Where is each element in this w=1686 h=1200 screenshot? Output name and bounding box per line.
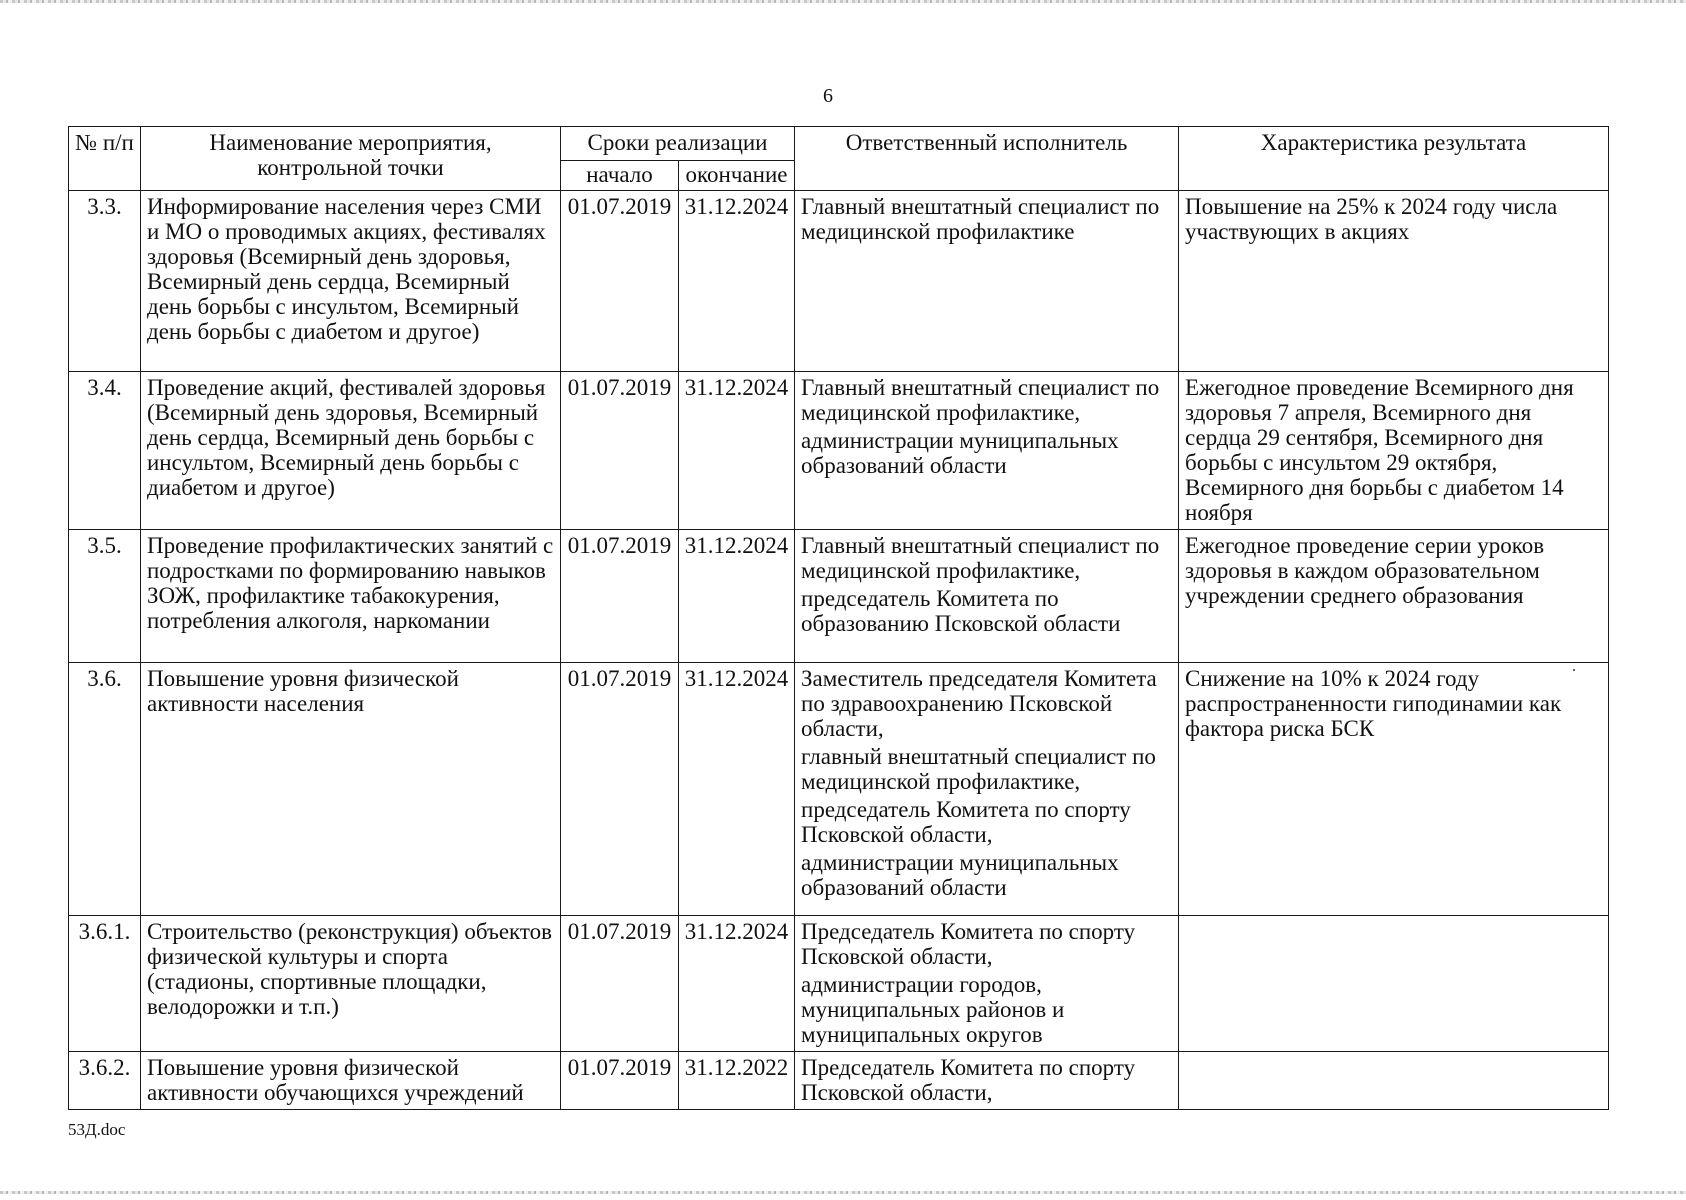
responsible-line: администрации городов, муниципальных районов и муниципальных округов (801, 972, 1065, 1047)
header-name: Наименование мероприятия, контрольной точки (141, 127, 561, 191)
measures-table (68, 126, 1609, 1110)
table-header (69, 127, 1609, 191)
row-name: Повышение уровня физической активности обучающихся учреждений (141, 1052, 561, 1110)
row-responsible (795, 191, 1179, 372)
row-result: Ежегодное проведение серии уроков здоровья в каждом образовательном учреждении среднего образования (1179, 530, 1609, 663)
row-responsible (795, 663, 1179, 916)
row-start: 01.07.2019 (561, 372, 679, 530)
row-num: 3.4. (69, 372, 141, 530)
header-responsible: Ответственный исполнитель (795, 127, 1179, 191)
page-number: 6 (823, 85, 833, 107)
row-result (1179, 916, 1609, 1052)
responsible-line: Главный внештатный специалист по медицинской профилактике (801, 194, 1160, 244)
row-name: Повышение уровня физической активности населения (141, 663, 561, 916)
row-end: 31.12.2022 (679, 1052, 795, 1110)
row-name: Проведение акций, фестивалей здоровья (Всемирный день здоровья, Всемирный день сердца, Всемирный день борьбы с инсультом, Всемирный день борьбы с диабетом и другое) (141, 372, 561, 530)
row-responsible (795, 372, 1179, 530)
row-num: 3.6.2. (69, 1052, 141, 1110)
row-start: 01.07.2019 (561, 663, 679, 916)
responsible-line: администрации муниципальных образований области (801, 850, 1119, 900)
row-end: 31.12.2024 (679, 191, 795, 372)
header-num: № п/п (69, 127, 141, 191)
table-row (69, 663, 1609, 916)
row-num: 3.6.1. (69, 916, 141, 1052)
responsible-line: председатель Комитета по образованию Псковской области (801, 586, 1121, 636)
row-name: Строительство (реконструкция) объектов физической культуры и спорта (стадионы, спортивные площадки, велодорожки и т.п.) (141, 916, 561, 1052)
row-end: 31.12.2024 (679, 916, 795, 1052)
scan-top-edge (0, 0, 1686, 3)
table-row (69, 916, 1609, 1052)
row-start: 01.07.2019 (561, 916, 679, 1052)
responsible-line: Председатель Комитета по спорту Псковской области, (801, 919, 1136, 969)
row-responsible (795, 530, 1179, 663)
row-num: 3.3. (69, 191, 141, 372)
table-row (69, 372, 1609, 530)
responsible-line: председатель Комитета по спорту Псковской области, (801, 797, 1131, 847)
row-start: 01.07.2019 (561, 530, 679, 663)
table-row (69, 1052, 1609, 1110)
responsible-line: Главный внештатный специалист по медицинской профилактике, (801, 533, 1160, 583)
table-row (69, 191, 1609, 372)
row-result: Снижение на 10% к 2024 году распространенности гиподинамии как фактора риска БСК (1179, 663, 1609, 916)
row-start: 01.07.2019 (561, 1052, 679, 1110)
row-end: 31.12.2024 (679, 530, 795, 663)
table-row (69, 530, 1609, 663)
footer-file-name: 53Д.doc (68, 1120, 126, 1139)
header-terms: Сроки реализации (561, 127, 795, 161)
row-result: Повышение на 25% к 2024 году числа участвующих в акциях (1179, 191, 1609, 372)
responsible-line: администрации муниципальных образований области (801, 428, 1119, 478)
scan-bottom-edge (0, 1191, 1686, 1194)
header-start: начало (561, 161, 679, 191)
responsible-line: Председатель Комитета по спорту Псковской области, (801, 1055, 1136, 1105)
responsible-line: главный внештатный специалист по медицинской профилактике, (801, 744, 1156, 794)
row-responsible (795, 1052, 1179, 1110)
row-responsible (795, 916, 1179, 1052)
row-name: Проведение профилактических занятий с подростками по формированию навыков ЗОЖ, профилактике табакокурения, потребления алкоголя, наркомании (141, 530, 561, 663)
row-start: 01.07.2019 (561, 191, 679, 372)
row-end: 31.12.2024 (679, 663, 795, 916)
row-name: Информирование населения через СМИ и МО о проводимых акциях, фестивалях здоровья (Всемирный день здоровья, Всемирный день сердца, Всемирный день борьбы с инсультом, Всемирный день борьбы с диабетом и другое) (141, 191, 561, 372)
row-num: 3.5. (69, 530, 141, 663)
row-result: Ежегодное проведение Всемирного дня здоровья 7 апреля, Всемирного дня сердца 29 сентября, Всемирного дня борьбы с инсультом 29 октября, Всемирного дня борьбы с диабетом 14 ноября (1179, 372, 1609, 530)
header-result: Характеристика результата (1179, 127, 1609, 191)
row-num: 3.6. (69, 663, 141, 916)
row-result (1179, 1052, 1609, 1110)
responsible-line: Главный внештатный специалист по медицинской профилактике, (801, 375, 1160, 425)
scan-speck (1573, 669, 1575, 671)
responsible-line: Заместитель председателя Комитета по здравоохранению Псковской области, (801, 666, 1157, 741)
row-end: 31.12.2024 (679, 372, 795, 530)
header-end: окончание (679, 161, 795, 191)
